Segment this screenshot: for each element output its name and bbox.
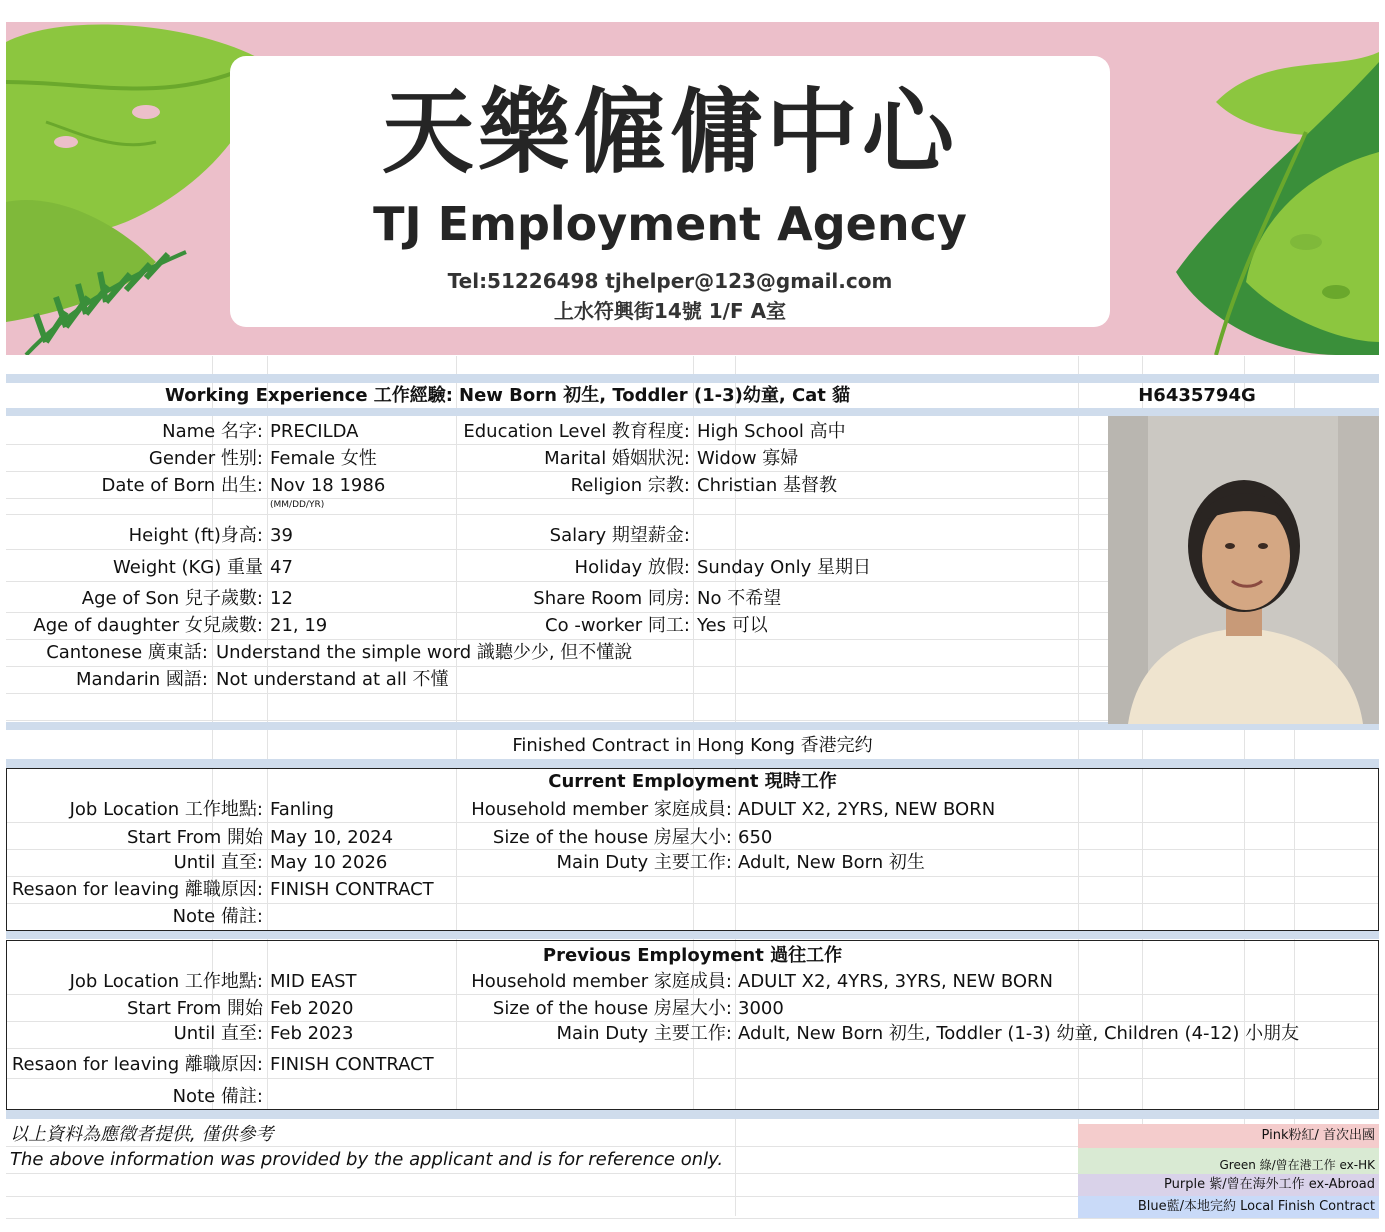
daughter-age-value: 21, 19 — [270, 615, 328, 636]
previous-reason-label: Resaon for leaving 離職原因: — [11, 1054, 263, 1075]
current-reason-value: FINISH CONTRACT — [270, 879, 434, 900]
current-house-size-value: 650 — [738, 827, 773, 848]
current-reason-label: Resaon for leaving 離職原因: — [11, 879, 263, 900]
current-until-value: May 10 2026 — [270, 852, 388, 873]
share-room-label: Share Room 同房: — [533, 588, 690, 609]
portrait-image — [1108, 416, 1379, 724]
holiday-label: Holiday 放假: — [574, 557, 690, 578]
agency-name-english: TJ Employment Agency — [373, 197, 967, 251]
finished-contract-heading: Finished Contract in Hong Kong 香港完约 — [512, 735, 873, 756]
candidate-photo — [1108, 416, 1379, 724]
education-label: Education Level 教育程度: — [463, 421, 690, 442]
agency-name-chinese: 天樂僱傭中心 — [381, 79, 958, 186]
mandarin-label: Mandarin 國語: — [75, 669, 208, 690]
salary-label: Salary 期望薪金: — [549, 525, 690, 546]
disclaimer-chinese: 以上資料為應徵者提供, 僅供參考 — [10, 1124, 274, 1145]
holiday-value: Sunday Only 星期日 — [697, 557, 872, 578]
reference-code: H6435794G — [1138, 385, 1256, 406]
previous-employment-title: Previous Employment 過往工作 — [542, 945, 843, 966]
agency-contact: Tel:51226498 tjhelper@123@gmail.com — [447, 269, 893, 293]
weight-value: 47 — [270, 557, 293, 578]
previous-duty-label: Main Duty 主要工作: — [556, 1023, 732, 1044]
daughter-age-label: Age of daughter 女兒歲數: — [33, 615, 263, 636]
legend-purple: Purple 紫/曾在海外工作 ex-Abroad — [1078, 1174, 1379, 1196]
marital-value: Widow 寡婦 — [697, 448, 799, 469]
legend-blue: Blue藍/本地完約 Local Finish Contract — [1078, 1196, 1379, 1218]
working-experience-value: New Born 初生, Toddler (1-3)幼童, Cat 貓 — [459, 385, 851, 406]
cantonese-label: Cantonese 廣東話: — [46, 642, 208, 663]
cantonese-value: Understand the simple word 識聽少少, 但不懂說 — [216, 642, 633, 663]
current-job-location-label: Job Location 工作地點: — [69, 799, 263, 820]
coworker-value: Yes 可以 — [697, 615, 768, 636]
previous-start-label: Start From 開始 — [126, 998, 263, 1019]
current-note-label: Note 備註: — [172, 906, 263, 927]
previous-note-label: Note 備註: — [172, 1086, 263, 1107]
current-duty-label: Main Duty 主要工作: — [556, 852, 732, 873]
previous-reason-value: FINISH CONTRACT — [270, 1054, 434, 1075]
legend-pink: Pink粉紅/ 首次出國 — [1078, 1124, 1379, 1148]
previous-household-value: ADULT X2, 4YRS, 3YRS, NEW BORN — [738, 971, 1054, 992]
son-age-value: 12 — [270, 588, 293, 609]
previous-until-value: Feb 2023 — [270, 1023, 354, 1044]
disclaimer-english: The above information was provided by the applicant and is for reference only. — [10, 1149, 724, 1170]
dob-value: Nov 18 1986 — [270, 475, 386, 496]
previous-household-label: Household member 家庭成員: — [471, 971, 732, 992]
religion-label: Religion 宗教: — [570, 475, 690, 496]
previous-job-location-label: Job Location 工作地點: — [69, 971, 263, 992]
son-age-label: Age of Son 兒子歲數: — [81, 588, 263, 609]
previous-start-value: Feb 2020 — [270, 998, 354, 1019]
candidate-sheet — [6, 356, 1379, 1220]
dob-label: Date of Born 出生: — [101, 475, 263, 496]
previous-job-location-value: MID EAST — [270, 971, 357, 992]
current-household-label: Household member 家庭成員: — [471, 799, 732, 820]
previous-house-size-value: 3000 — [738, 998, 784, 1019]
agency-banner — [6, 22, 1379, 355]
agency-address: 上水符興街14號 1/F A室 — [553, 299, 787, 323]
working-experience-label: Working Experience 工作經驗: — [165, 385, 453, 406]
current-household-value: ADULT X2, 2YRS, NEW BORN — [738, 799, 996, 820]
current-until-label: Until 直至: — [173, 852, 263, 873]
share-room-value: No 不希望 — [697, 588, 782, 609]
previous-until-label: Until 直至: — [173, 1023, 263, 1044]
gender-value: Female 女性 — [270, 448, 377, 469]
religion-value: Christian 基督教 — [697, 475, 837, 496]
current-house-size-label: Size of the house 房屋大小: — [492, 827, 732, 848]
previous-house-size-label: Size of the house 房屋大小: — [492, 998, 732, 1019]
gender-label: Gender 性别: — [148, 448, 263, 469]
current-duty-value: Adult, New Born 初生 — [738, 852, 925, 873]
education-value: High School 高中 — [697, 421, 846, 442]
weight-label: Weight (KG) 重量 — [113, 557, 263, 578]
agency-title-card — [230, 56, 1110, 327]
height-label: Height (ft)身高: — [128, 525, 263, 546]
legend-green: Green 綠/曾在港工作 ex-HK — [1078, 1148, 1379, 1174]
mandarin-value: Not understand at all 不懂 — [216, 669, 449, 690]
current-start-value: May 10, 2024 — [270, 827, 394, 848]
current-start-label: Start From 開始 — [126, 827, 263, 848]
previous-duty-value: Adult, New Born 初生, Toddler (1-3) 幼童, Children (4-12) 小朋友 — [738, 1023, 1300, 1044]
coworker-label: Co -worker 同工: — [545, 615, 690, 636]
marital-label: Marital 婚姻狀況: — [544, 448, 690, 469]
height-value: 39 — [270, 525, 293, 546]
current-job-location-value: Fanling — [270, 799, 334, 820]
name-label: Name 名字: — [162, 421, 263, 442]
dob-format-hint: (MM/DD/YR) — [270, 500, 325, 510]
current-employment-title: Current Employment 現時工作 — [548, 771, 837, 792]
name-value: PRECILDA — [270, 421, 359, 442]
